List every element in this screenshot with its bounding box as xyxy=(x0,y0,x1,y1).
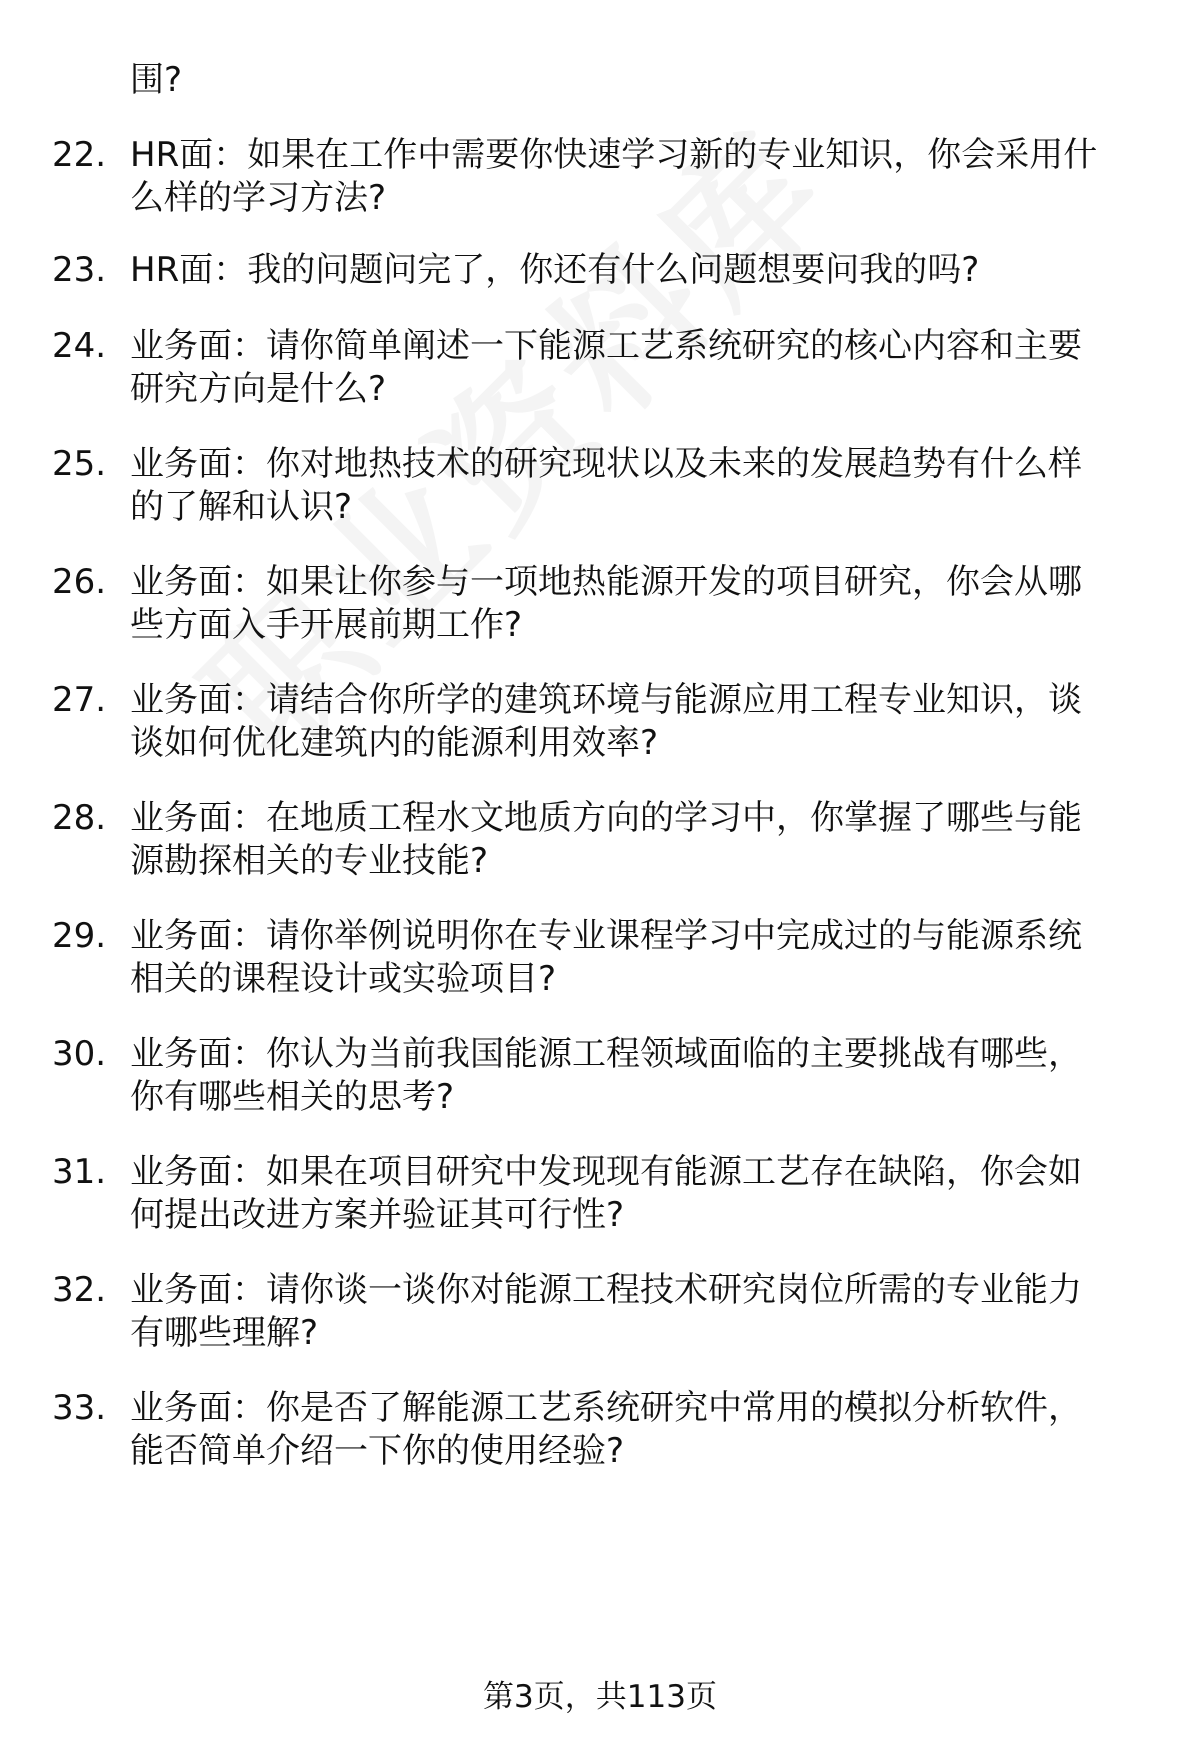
question-number: 30. xyxy=(52,1034,107,1074)
question-text-line: 相关的课程设计或实验项目? xyxy=(130,959,557,999)
question-text-line: 研究方向是什么? xyxy=(130,369,387,409)
question-text-line: 业务面：请你简单阐述一下能源工艺系统研究的核心内容和主要 xyxy=(130,326,1082,366)
question-text-line: 些方面入手开展前期工作? xyxy=(130,605,523,645)
question-number: 22. xyxy=(52,135,107,175)
question-text-line: 业务面：如果在项目研究中发现现有能源工艺存在缺陷，你会如 xyxy=(130,1152,1082,1192)
question-text-line: 的了解和认识? xyxy=(130,487,353,527)
question-number: 24. xyxy=(52,326,107,366)
question-text-line: 谈如何优化建筑内的能源利用效率? xyxy=(130,723,659,763)
question-text-line: 能否简单介绍一下你的使用经验? xyxy=(130,1431,625,1471)
question-number: 23. xyxy=(52,250,107,290)
page-number-footer: 第3页，共113页 xyxy=(483,1679,717,1715)
question-text-line: 业务面：如果让你参与一项地热能源开发的项目研究，你会从哪 xyxy=(130,562,1082,602)
question-text-line: HR面：如果在工作中需要你快速学习新的专业知识，你会采用什 xyxy=(130,135,1098,175)
question-text-line: 有哪些理解? xyxy=(130,1313,319,1353)
question-text-line: 业务面：你是否了解能源工艺系统研究中常用的模拟分析软件， xyxy=(130,1388,1082,1428)
question-text-line: 源勘探相关的专业技能? xyxy=(130,841,489,881)
question-number: 27. xyxy=(52,680,107,720)
question-number: 31. xyxy=(52,1152,107,1192)
question-text-line: 业务面：请你谈一谈你对能源工程技术研究岗位所需的专业能力 xyxy=(130,1270,1082,1310)
question-number: 25. xyxy=(52,444,107,484)
question-number: 32. xyxy=(52,1270,107,1310)
question-text-line: 你有哪些相关的思考? xyxy=(130,1077,455,1117)
question-text-line: 业务面：请你举例说明你在专业课程学习中完成过的与能源系统 xyxy=(130,916,1082,956)
question-number: 28. xyxy=(52,798,107,838)
question-number: 26. xyxy=(52,562,107,602)
question-text-line: 业务面：请结合你所学的建筑环境与能源应用工程专业知识，谈 xyxy=(130,680,1082,720)
question-text-line: 业务面：在地质工程水文地质方向的学习中，你掌握了哪些与能 xyxy=(130,798,1082,838)
question-text-line: 业务面：你认为当前我国能源工程领域面临的主要挑战有哪些， xyxy=(130,1034,1082,1074)
question-number: 33. xyxy=(52,1388,107,1428)
question-number: 29. xyxy=(52,916,107,956)
continuation-line: 围? xyxy=(130,60,183,100)
question-text-line: 么样的学习方法? xyxy=(130,178,387,218)
question-text-line: 何提出改进方案并验证其可行性? xyxy=(130,1195,625,1235)
question-text-line: HR面：我的问题问完了，你还有什么问题想要问我的吗? xyxy=(130,250,980,290)
question-text-line: 业务面：你对地热技术的研究现状以及未来的发展趋势有什么样 xyxy=(130,444,1082,484)
